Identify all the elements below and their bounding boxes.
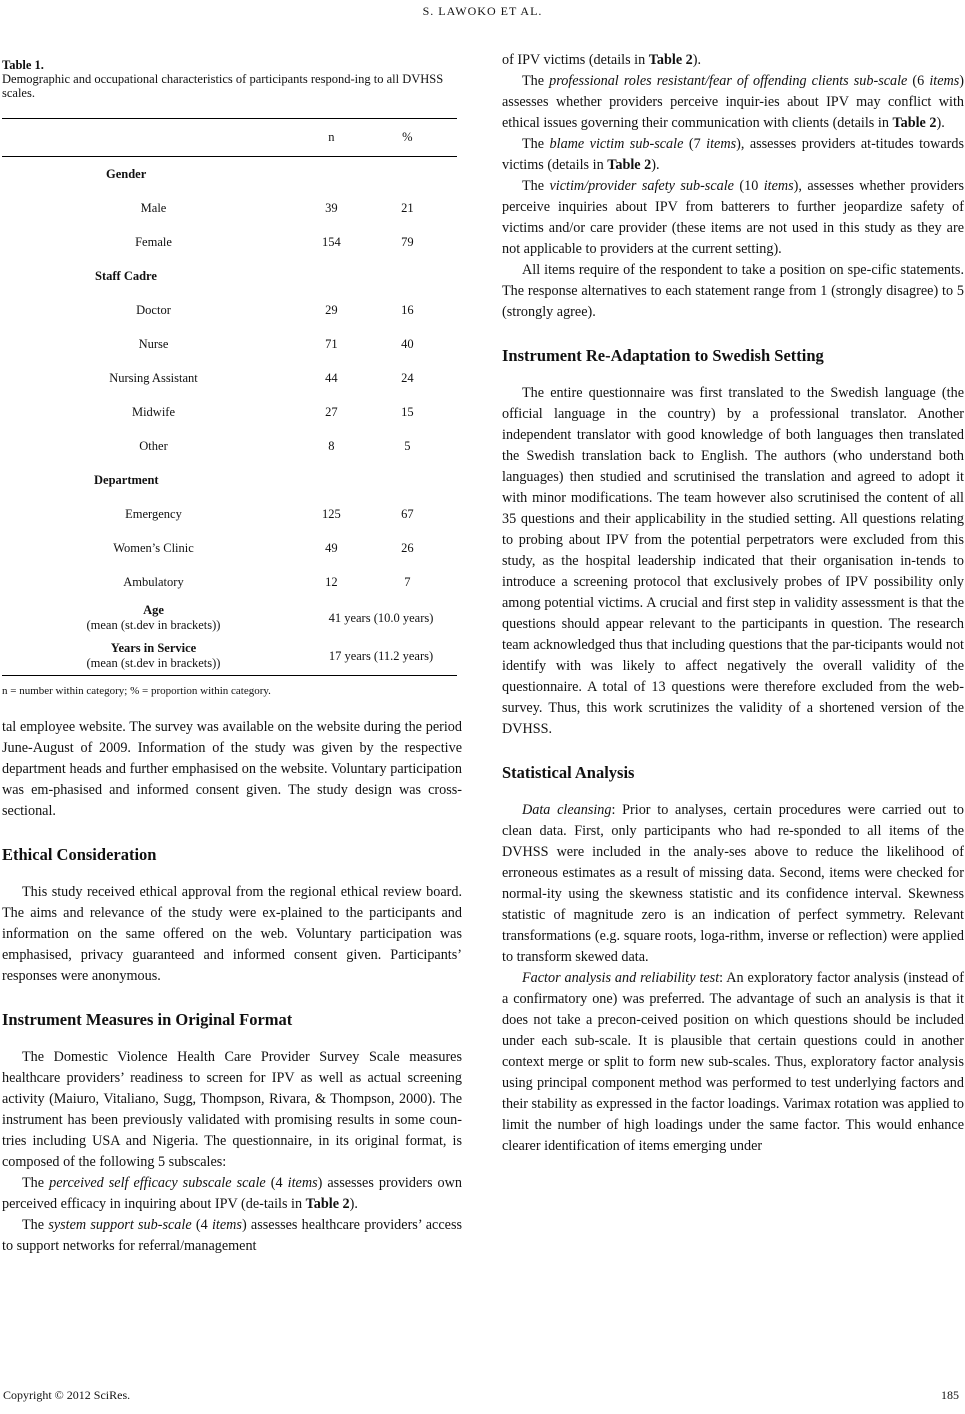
items-word: items	[211, 1217, 242, 1233]
row-n: 29	[325, 302, 338, 317]
table-row	[2, 293, 457, 327]
row-n: 49	[325, 540, 338, 555]
subscale-name: victim/provider safety sub-scale	[549, 178, 734, 194]
table-row	[2, 565, 457, 599]
row-n: 71	[325, 336, 338, 351]
table-caption-text: Demographic and occupational characteristics of participants respond-ing to all DVHSS scales.	[2, 72, 444, 100]
subscale-name: professional roles resistant/fear of offending clients sub-scale	[549, 73, 908, 89]
items-word: items	[763, 178, 794, 194]
heading-readaptation: Instrument Re-Adaptation to Swedish Setting	[502, 346, 824, 365]
text: The	[522, 73, 550, 89]
footer-page-number: 185	[941, 1388, 959, 1402]
table-row	[2, 191, 457, 225]
table-row	[2, 395, 457, 429]
row-n: 12	[325, 574, 338, 589]
paragraph-instrument-2	[2, 1173, 462, 1215]
table-row	[2, 327, 457, 361]
header-pct: %	[358, 119, 457, 157]
section-label: Department	[94, 472, 159, 487]
paragraph-r2	[502, 71, 964, 134]
text: of IPV victims (details in	[502, 52, 649, 68]
text: : An exploratory factor analysis (instead of a confirmatory one) was preferred. The advantage of such an analysis is that it does not take a precon-ceived position on which questions should be included under each sub-scale. It is plausible that certain questions could in another context merge or split to form new sub-scales. Thus, exploratory factor analysis using principal component method was performed to test underlying factors and their stability as expressed in the factor loadings. Varimax rotation was applied to limit the number of high loadings under the same factor. This would enhance clearer identification of items emerging under	[502, 970, 964, 1154]
age-value: 41 years (10.0 years)	[328, 610, 434, 625]
section-label: Gender	[106, 166, 147, 181]
text: (7	[683, 136, 707, 152]
text: The	[22, 1175, 50, 1191]
paragraph-lead: Factor analysis and reliability test	[522, 970, 720, 986]
row-pct: 16	[401, 302, 414, 317]
service-value: 17 years (11.2 years)	[328, 648, 434, 663]
row-service	[2, 637, 457, 676]
subscale-name: perceived self efficacy subscale scale	[49, 1175, 266, 1191]
table-row	[2, 531, 457, 565]
text: : Prior to analyses, certain procedures were carried out to clean data. First, only participants who had re-sponded to all items of the DVHSS were included in the analy-ses above to reduce the likelihood of erroneous estimates as a result of missing data. Second, items were checked for normal-ity using the skewness statistic and its confidence interval. Skewness statistic of magnitude zero is an indication of perfect symmetry. Relevant transformations (e.g. square roots, loga-rithm, inverse or reflection) were applied to transform skewed data.	[502, 802, 964, 965]
items-word: items	[706, 136, 737, 152]
text: The	[522, 178, 550, 194]
age-sub: (mean (st.dev in brackets))	[86, 618, 221, 632]
text: (10	[733, 178, 764, 194]
table-ref: Table 2	[892, 115, 937, 131]
heading-ethical-consideration: Ethical Consideration	[2, 845, 157, 864]
paragraph-continuation: tal employee website. The survey was available on the website during the period June-August of 2009. Information of the study was given by the respective department heads and further emphasised on the website. Voluntary participation was em-phasised and informed consent given. The study design was cross-sectional.	[2, 719, 462, 819]
text: ).	[936, 115, 945, 131]
row-label: Ambulatory	[123, 574, 184, 589]
age-label: Age	[143, 603, 164, 617]
row-n: 154	[322, 234, 341, 249]
table-ref: Table 2	[305, 1196, 350, 1212]
row-label: Nurse	[138, 336, 169, 351]
text: (6	[907, 73, 930, 89]
table-ref: Table 2	[607, 157, 652, 173]
row-pct: 7	[404, 574, 411, 589]
service-label: Years in Service	[110, 641, 197, 655]
row-label: Female	[135, 234, 172, 249]
service-label-cell	[2, 637, 305, 676]
section-department	[2, 463, 457, 497]
demographics-table	[2, 118, 457, 676]
row-pct: 21	[401, 200, 414, 215]
paragraph-r8	[502, 968, 964, 1157]
row-pct: 15	[401, 404, 414, 419]
subscale-name: blame victim sub-scale	[549, 136, 684, 152]
subscale-name: system support sub-scale	[48, 1217, 192, 1233]
table-caption	[2, 58, 462, 100]
table-row	[2, 225, 457, 259]
row-pct: 5	[404, 438, 411, 453]
running-head: S. LAWOKO ET AL.	[422, 4, 543, 18]
row-pct: 67	[401, 506, 414, 521]
table-row	[2, 429, 457, 463]
header-n: n	[305, 119, 358, 157]
row-label: Emergency	[125, 506, 182, 521]
paragraph-r7	[502, 800, 964, 968]
items-word: items	[287, 1175, 318, 1191]
table-ref: Table 2	[648, 52, 693, 68]
row-n: 44	[325, 370, 338, 385]
paragraph-instrument-3	[2, 1215, 462, 1257]
row-n: 39	[325, 200, 338, 215]
row-label: Other	[139, 438, 168, 453]
row-pct: 79	[401, 234, 414, 249]
row-label: Male	[140, 200, 167, 215]
service-sub: (mean (st.dev in brackets))	[86, 656, 221, 670]
table-note: n = number within category; % = proportion within category.	[2, 685, 271, 697]
paragraph-lead: Data cleansing	[522, 802, 612, 818]
table-row	[2, 497, 457, 531]
row-pct: 40	[401, 336, 414, 351]
row-label: Women’s Clinic	[113, 540, 194, 555]
text: The	[522, 136, 550, 152]
text: (4	[191, 1217, 212, 1233]
table-caption-label: Table 1.	[2, 58, 44, 72]
paragraph-ethical: This study received ethical approval from the regional ethical review board. The aims and relevance of the study were ex-plained to the participants and information on the same offered on the web. Voluntary participation was emphasised, privacy guaranteed and informed consent given. Participants’ responses were anonymous.	[2, 884, 462, 984]
row-n: 27	[325, 404, 338, 419]
paragraph-r5: All items require of the respondent to take a position on spe-cific statements. The response alternatives to each statement range from 1 (strongly disagree) to 5 (strongly agree).	[502, 262, 964, 320]
heading-statistical-analysis: Statistical Analysis	[502, 763, 635, 782]
row-n: 125	[322, 506, 341, 521]
table-header-row	[2, 119, 457, 157]
section-label: Staff Cadre	[95, 268, 157, 283]
left-column	[2, 58, 462, 1257]
row-label: Doctor	[136, 302, 171, 317]
text: ).	[692, 52, 702, 68]
row-pct: 26	[401, 540, 414, 555]
row-age	[2, 599, 457, 637]
row-label: Midwife	[131, 404, 176, 419]
paragraph-instrument-1: The Domestic Violence Health Care Provider Survey Scale measures healthcare providers’ readiness to screen for IPV as well as actual screening activity (Maiuro, Vitaliano, Sugg, Thompson, Rivara, & Thompson, 2000). The instrument has been previously validated with promising results in some coun-tries including USA and Nigeria. The questionnaire, in its original format, is composed of the following 5 subscales:	[2, 1049, 462, 1170]
row-label: Nursing Assistant	[109, 370, 198, 385]
items-word: items	[929, 73, 960, 89]
age-label-cell	[2, 599, 305, 637]
paragraph-r6: The entire questionnaire was first translated to the Swedish language (the official language in the country) by a professional translator. Another independent translator with good knowledge of both languages then translated the Swedish translation back to English. The authors (who understand both languages) then studied and scrutinised the translation and agreed to adopt it with minor modifications. The team however also scrutinised the content of all 35 questions and their applicability in the studied setting. All questions relating to probing about IPV from the potential perpetrators were excluded from this study, as the hospital leadership indicated that their organisation in-tends to introduce a screening protocol that exclusively probes of IPV possibility only among potential victims. A crucial and first step in validity assessment is that the questions should appear relevant to the participants in question. The research team acknowledged thus that including questions that the par-ticipants would not identify with was likely to affect negatively the overall validity of the questionnaire. A total of 13 questions were therefore excluded from the web-survey. Thus, this work scrutinizes the validity of a shortened version of the DVHSS.	[502, 385, 964, 737]
text: The	[22, 1217, 49, 1233]
text: ) assesses healthcare providers’ access to support networks for referral/management	[2, 1217, 462, 1254]
text: ) assesses providers own perceived efficacy in inquiring about IPV (de-tails in	[2, 1175, 462, 1212]
paragraph-r3	[502, 134, 964, 176]
text: (4	[265, 1175, 288, 1191]
heading-instrument-measures: Instrument Measures in Original Format	[2, 1010, 293, 1029]
text: ).	[349, 1196, 358, 1212]
paragraph-r1	[502, 50, 964, 71]
text: ) assesses whether providers perceive inquir-ies about IPV may conflict with ethical issues governing their communication with clients (details in	[502, 73, 964, 131]
section-staff-cadre	[2, 259, 457, 293]
row-n: 8	[328, 438, 335, 453]
row-pct: 24	[401, 370, 414, 385]
paragraph-r4	[502, 176, 964, 260]
header-blank	[2, 119, 305, 157]
text: ).	[651, 157, 660, 173]
section-gender	[2, 157, 457, 192]
text: ), assesses providers at-titudes towards victims (details in	[502, 136, 965, 173]
footer-copyright: Copyright © 2012 SciRes.	[3, 1388, 131, 1402]
table-row	[2, 361, 457, 395]
text: ), assesses whether providers perceive inquiries about IPV from batterers to further jeopardize safety of victims and/or care provider (these items are not used in this study as they are not applicable to providers at the current setting).	[502, 178, 964, 257]
right-column	[502, 50, 964, 1157]
